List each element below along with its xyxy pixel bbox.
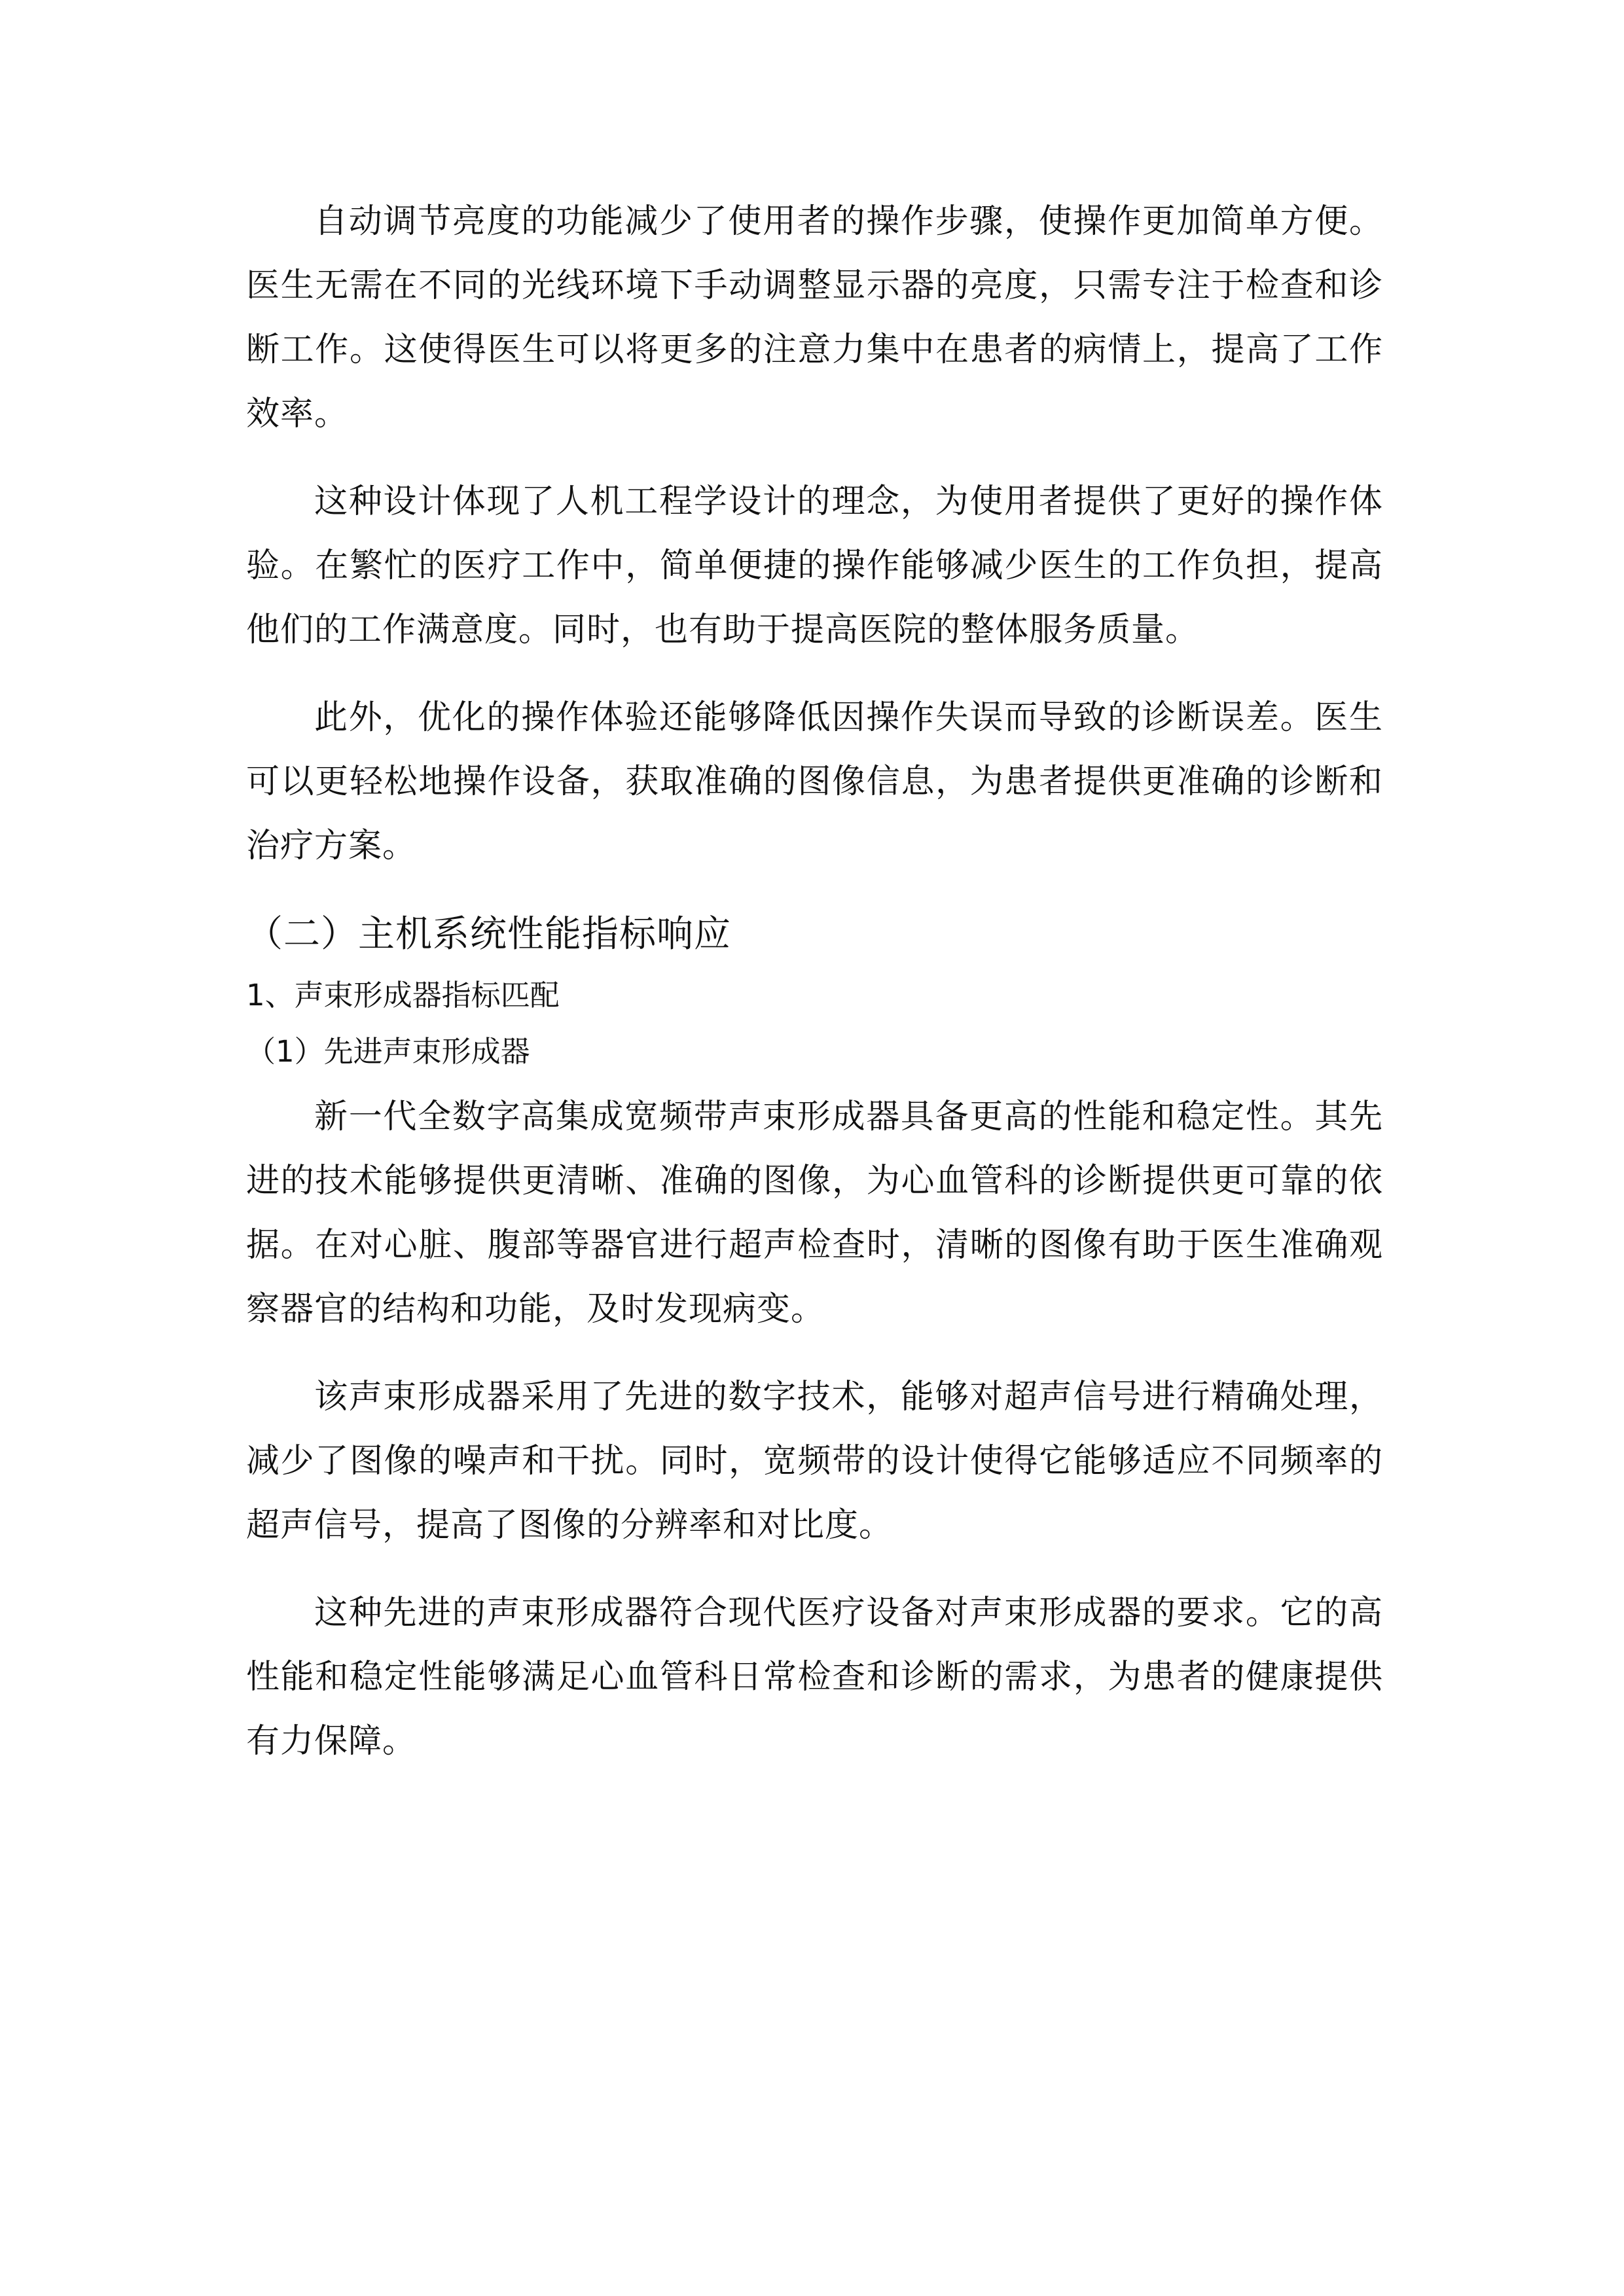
paragraph-operation-experience: 此外，优化的操作体验还能够降低因操作失误而导致的诊断误差。医生可以更轻松地操作设备，获取准确的图像信息，为患者提供更准确的诊断和治疗方案。	[246, 698, 1383, 865]
paragraph-beamformer-digital: 该声束形成器采用了先进的数字技术，能够对超声信号进行精确处理，减少了图像的噪声和干扰。同时，宽频带的设计使得它能够适应不同频率的超声信号，提高了图像的分辨率和对比度。	[246, 1378, 1383, 1545]
paragraph-ergonomic-design: 这种设计体现了人机工程学设计的理念，为使用者提供了更好的操作体验。在繁忙的医疗工作中，简单便捷的操作能够减少医生的工作负担，提高他们的工作满意度。同时，也有助于提高医院的整体服务质量。	[246, 482, 1383, 649]
paragraph-beamformer-intro: 新一代全数字高集成宽频带声束形成器具备更高的性能和稳定性。其先进的技术能够提供更清晰、准确的图像，为心血管科的诊断提供更可靠的依据。在对心脏、腹部等器官进行超声检查时，清晰的图像有助于医生准确观察器官的结构和功能，及时发现病变。	[246, 1098, 1383, 1329]
page-content	[246, 190, 1383, 1797]
paragraph-auto-brightness: 自动调节亮度的功能减少了使用者的操作步骤，使操作更加简单方便。医生无需在不同的光线环境下手动调整显示器的亮度，只需专注于检查和诊断工作。这使得医生可以将更多的注意力集中在患者的病情上，提高了工作效率。	[246, 202, 1383, 433]
paragraph-beamformer-requirements: 这种先进的声束形成器符合现代医疗设备对声束形成器的要求。它的高性能和稳定性能够满足心血管科日常检查和诊断的需求，为患者的健康提供有力保障。	[246, 1594, 1383, 1761]
subheading: 1、声束形成器指标匹配	[246, 978, 560, 1013]
subsubheading: （1）先进声束形成器	[246, 1034, 530, 1069]
section-heading: （二）主机系统性能指标响应	[246, 913, 731, 956]
